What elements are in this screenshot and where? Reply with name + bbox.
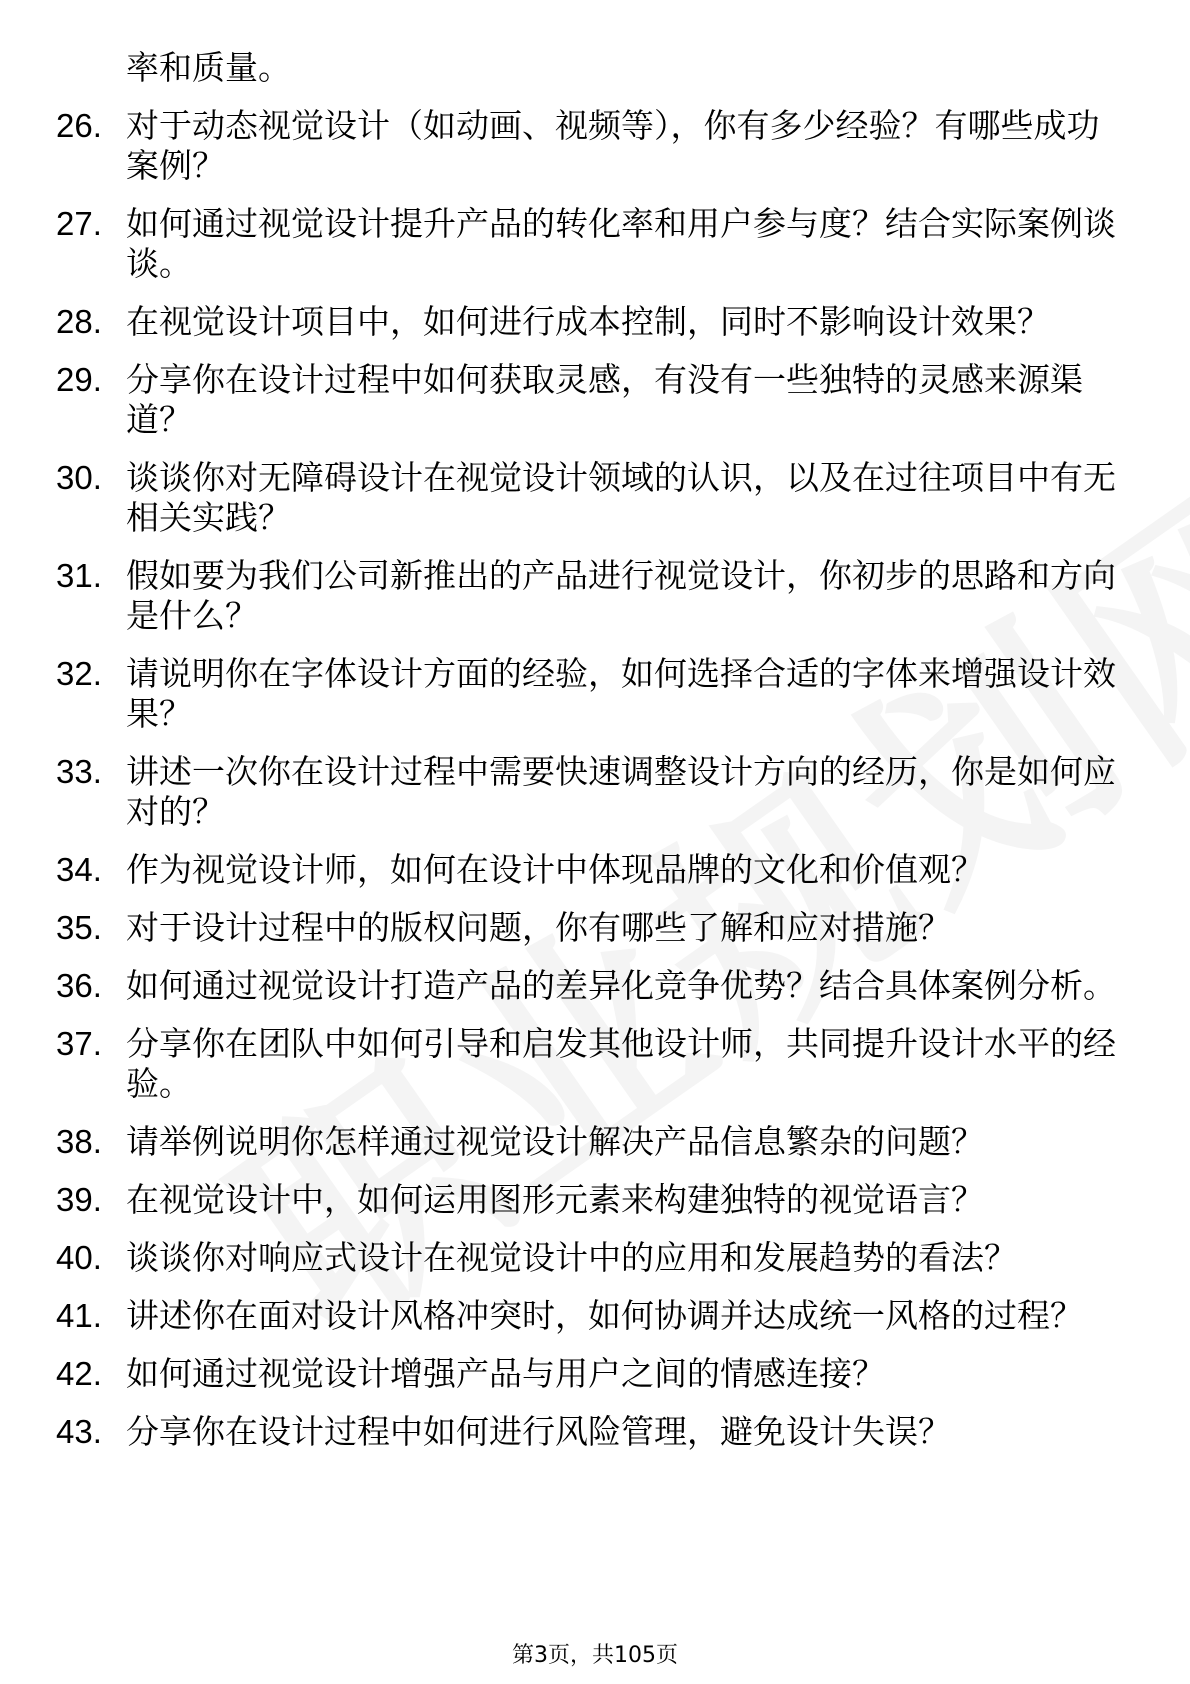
question-text: 假如要为我们公司新推出的产品进行视觉设计，你初步的思路和方向是什么？ xyxy=(126,556,1116,635)
question-text: 对于设计过程中的版权问题，你有哪些了解和应对措施？ xyxy=(126,908,951,947)
question-number: 37. xyxy=(56,1025,102,1062)
question-item xyxy=(0,654,1190,734)
question-item xyxy=(0,752,1190,832)
question-number: 31. xyxy=(56,557,102,594)
question-item xyxy=(0,1180,1190,1220)
question-text: 如何通过视觉设计打造产品的差异化竞争优势？结合具体案例分析。 xyxy=(126,966,1116,1005)
question-number: 32. xyxy=(56,655,102,692)
question-text: 分享你在设计过程中如何获取灵感，有没有一些独特的灵感来源渠道？ xyxy=(126,360,1083,439)
question-item xyxy=(0,1354,1190,1394)
question-number: 34. xyxy=(56,851,102,888)
question-text: 对于动态视觉设计（如动画、视频等），你有多少经验？有哪些成功案例？ xyxy=(126,106,1100,185)
question-item xyxy=(0,1412,1190,1452)
question-item xyxy=(0,360,1190,440)
question-number: 28. xyxy=(56,303,102,340)
carry-over-text: 率和质量。 xyxy=(126,48,291,87)
question-text: 作为视觉设计师，如何在设计中体现品牌的文化和价值观？ xyxy=(126,850,984,889)
document-body xyxy=(0,48,1190,1470)
question-item xyxy=(0,556,1190,636)
question-text: 如何通过视觉设计提升产品的转化率和用户参与度？结合实际案例谈谈。 xyxy=(126,204,1116,283)
question-text: 请说明你在字体设计方面的经验，如何选择合适的字体来增强设计效果？ xyxy=(126,654,1116,733)
question-item xyxy=(0,908,1190,948)
question-text: 在视觉设计中，如何运用图形元素来构建独特的视觉语言？ xyxy=(126,1180,984,1219)
question-text: 在视觉设计项目中，如何进行成本控制，同时不影响设计效果？ xyxy=(126,302,1050,341)
question-item xyxy=(0,1296,1190,1336)
question-item xyxy=(0,1122,1190,1162)
question-text: 分享你在团队中如何引导和启发其他设计师，共同提升设计水平的经验。 xyxy=(126,1024,1116,1103)
question-text: 谈谈你对响应式设计在视觉设计中的应用和发展趋势的看法？ xyxy=(126,1238,1017,1277)
question-item xyxy=(0,458,1190,538)
question-item xyxy=(0,204,1190,284)
question-text: 如何通过视觉设计增强产品与用户之间的情感连接？ xyxy=(126,1354,885,1393)
question-number: 30. xyxy=(56,459,102,496)
question-number: 39. xyxy=(56,1181,102,1218)
page-number: 第3页，共105页 xyxy=(512,1643,678,1668)
question-item xyxy=(0,1238,1190,1278)
question-number: 29. xyxy=(56,361,102,398)
question-number: 43. xyxy=(56,1413,102,1450)
question-item xyxy=(0,966,1190,1006)
question-text: 请举例说明你怎样通过视觉设计解决产品信息繁杂的问题？ xyxy=(126,1122,984,1161)
question-item xyxy=(0,106,1190,186)
question-text: 分享你在设计过程中如何进行风险管理，避免设计失误？ xyxy=(126,1412,951,1451)
question-item xyxy=(0,1024,1190,1104)
question-number: 35. xyxy=(56,909,102,946)
question-number: 36. xyxy=(56,967,102,1004)
question-list xyxy=(0,106,1190,1452)
question-number: 26. xyxy=(56,107,102,144)
question-number: 38. xyxy=(56,1123,102,1160)
question-text: 讲述你在面对设计风格冲突时，如何协调并达成统一风格的过程？ xyxy=(126,1296,1083,1335)
question-text: 谈谈你对无障碍设计在视觉设计领域的认识，以及在过往项目中有无相关实践？ xyxy=(126,458,1116,537)
question-text: 讲述一次你在设计过程中需要快速调整设计方向的经历，你是如何应对的？ xyxy=(126,752,1116,831)
question-number: 41. xyxy=(56,1297,102,1334)
question-number: 42. xyxy=(56,1355,102,1392)
question-number: 27. xyxy=(56,205,102,242)
question-item xyxy=(0,302,1190,342)
question-number: 40. xyxy=(56,1239,102,1276)
question-item xyxy=(0,850,1190,890)
question-number: 33. xyxy=(56,753,102,790)
